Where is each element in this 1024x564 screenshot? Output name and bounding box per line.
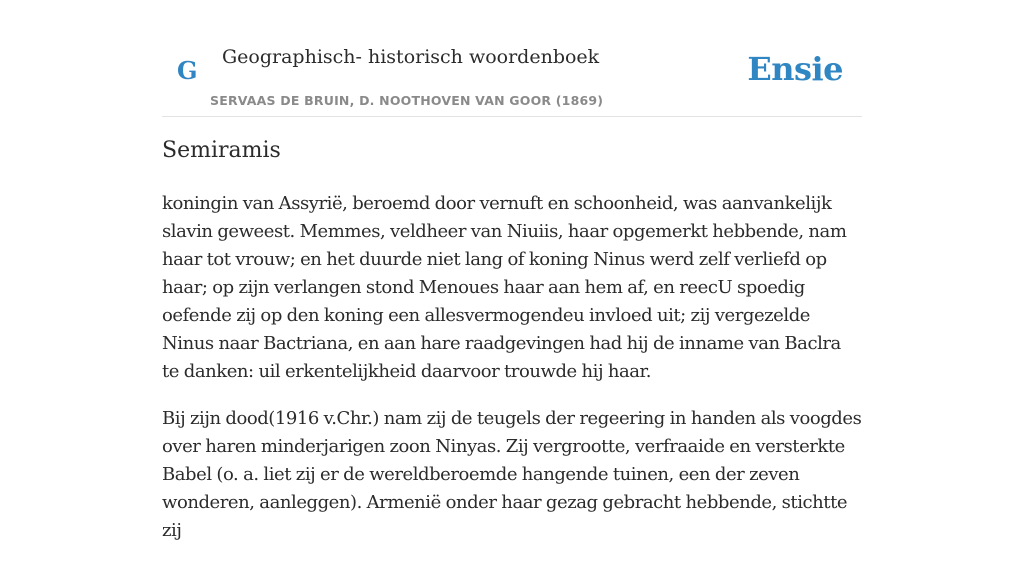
entry-paragraph: Bij zijn dood(1916 v.Chr.) nam zij de teugels der regeering in handen als voogdes over haren minderjarigen zoon Ninyas. Zij vergrootte, verfraaide en versterkte Babel (o. a. liet zij er de wereldberoemde hangende tuinen, een der zeven wonderen, aanleggen). Armenië onder haar gezag gebracht hebbende, stichtte zij	[162, 408, 862, 541]
ensie-logo-link[interactable]: Ensie	[747, 50, 843, 88]
book-letter-icon: G	[177, 56, 198, 85]
book-title-link[interactable]: Geographisch- historisch woordenboek	[222, 46, 600, 68]
entry-title: Semiramis	[162, 138, 281, 163]
source-header	[162, 40, 862, 117]
entry-paragraph: koningin van Assyrië, beroemd door vernuft en schoonheid, was aanvankelijk slavin geweest. Memmes, veldheer van Niuiis, haar opgemerkt hebbende, nam haar tot vrouw; en het duurde niet lang of koning Ninus werd zelf verliefd op haar; op zijn verlangen stond Menoues haar aan hem af, en reecU spoedig oefende zij op den koning een allesvermogendeu invloed uit; zij vergezelde Ninus naar Bactriana, en aan hare raadgevingen had hij de inname van Baclra te danken: uil erkentelijkheid daarvoor trouwde hij haar.	[162, 193, 847, 382]
entry-body	[162, 190, 862, 564]
book-author: SERVAAS DE BRUIN, D. NOOTHOVEN VAN GOOR (1869)	[210, 93, 604, 108]
